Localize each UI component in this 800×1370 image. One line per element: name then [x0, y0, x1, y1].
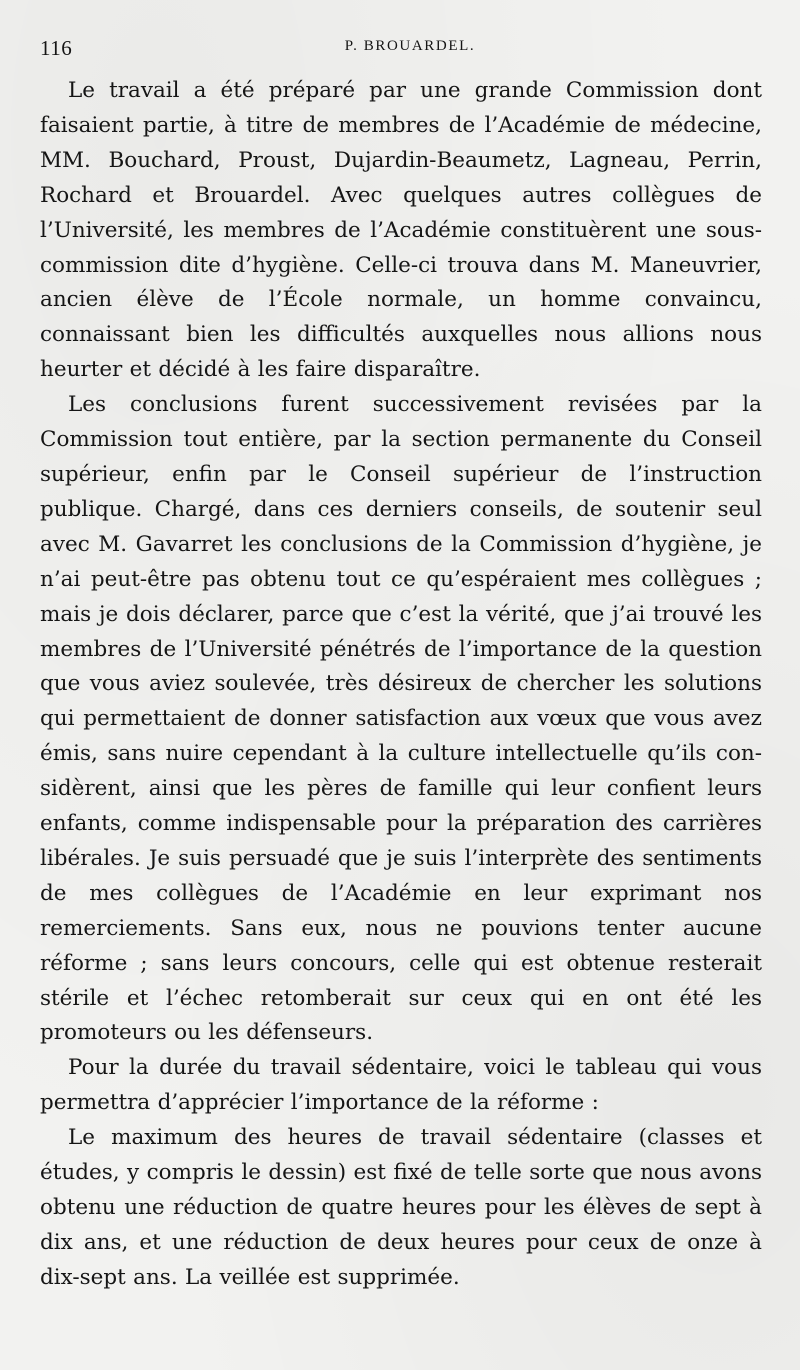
paragraph-maximum-heures: Le maximum des heures de travail sédentaire (classes et études, y compris le dessin) est fixé de telle sorte que nous avons obtenu une réduction de quatre heures pour les élèves de sept à dix ans, et une réduction de deux heures pour ceux de onze à dix-sept ans. La veillée est supprimée.: [40, 1125, 762, 1290]
running-head: P. BROUARDEL.: [344, 38, 476, 54]
paragraph-duree-travail: Pour la durée du travail sédentaire, voici le tableau qui vous permettra d’apprécier l’importance de la réforme :: [40, 1055, 762, 1116]
page-number: 116: [40, 36, 73, 60]
page-header: [40, 36, 760, 60]
paragraph-commission: Le travail a été préparé par une grande Commission dont faisaient partie, à titre de membres de l’Académie de médecine, MM. Bouchard, Proust, Dujardin-Beaumetz, Lagneau, Perrin, Rochard et Brouardel. Avec quelques autres collègues de l’Université, les membres de l’Académie constituèrent une sous-commission dite d’hygiène. Celle-ci trouva dans M. Maneuvrier, ancien élève de l’École normale, un homme convaincu, connaissant bien les difficultés auxquelles nous allions nous heurter et décidé à les faire disparaître.: [40, 78, 762, 383]
body-text: [40, 74, 762, 1296]
paragraph-conclusions: Les conclusions furent successivement revisées par la Commission tout entière, par la section permanente du Conseil supérieur, enfin par le Conseil supérieur de l’instruction publique. Chargé, dans ces derniers conseils, de soutenir seul avec M. Gavarret les conclusions de la Commission d’hygiène, je n’ai peut-être pas obtenu tout ce qu’espéraient mes collègues ; mais je dois déclarer, parce que c’est la vérité, que j’ai trouvé les membres de l’Université pénétrés de l’importance de la question que vous aviez soulevée, très désireux de chercher les solutions qui permettaient de donner satisfaction aux vœux que vous avez émis, sans nuire cependant à la culture intellectuelle qu’ils considèrent, ainsi que les pères de famille qui leur confient leurs enfants, comme indispensable pour la préparation des carrières libérales. Je suis persuadé que je suis l’interprète des sentiments de mes collègues de l’Académie en leur exprimant nos remerciements. Sans eux, nous ne pouvions tenter aucune réforme ; sans leurs concours, celle qui est obtenue resterait stérile et l’échec retomberait sur ceux qui en ont été les promoteurs ou les défenseurs.: [40, 392, 762, 1046]
